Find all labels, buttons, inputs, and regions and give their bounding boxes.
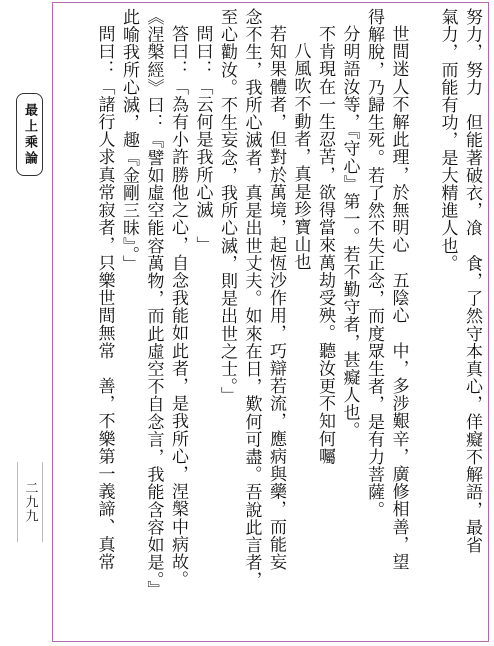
book-title-tab: 最上乘論 <box>16 93 43 176</box>
text-column: 不肯現在一生忍苦，欲得當來萬劫受殃。聽汝更不知何囑 <box>315 25 335 465</box>
text-column: 分明語汝等，『守心』第一。若不勤守者，甚癡人也。 <box>339 25 360 439</box>
spacer <box>411 8 436 638</box>
document-body <box>58 8 484 638</box>
text-column: 世間迷人不解此理，於無明心 五陰心 中，多涉艱辛，廣修相善，望 <box>388 25 409 571</box>
text-column: 氣力，而能有功，是大精進人也。 <box>437 8 458 272</box>
text-column: 問曰：「諸行人求真常寂者，只樂世間無常 善，不樂第一義諦、真常 <box>94 25 115 571</box>
text-column: 問曰：「云何是我所心滅 」 <box>192 25 213 254</box>
page-number: 二九九 <box>17 462 43 542</box>
text-column: 得解脫，乃歸生死。若了然不失正念，而度眾生者，是有力菩薩。 <box>364 8 384 519</box>
text-column: 努力，努力 但能著破衣，飡 食，了然守本真心，佯癡不解語，最省 <box>462 8 482 554</box>
text-column: 念不生，我所心滅者，真是出世丈夫。如來在日，歎何可盡。吾說此言者， <box>241 8 262 589</box>
text-column: 此喻我所心滅，趣『金剛三昧』。」 <box>119 8 139 273</box>
text-column: 《涅槃經》曰：『譬如虛空能容萬物，而此虛空不自念言，我能含容如是。』 <box>143 8 164 598</box>
text-column: 若知果體者，但對於萬境，起恆沙作用，巧辯若流，應病與藥，而能妄 <box>266 25 286 571</box>
text-column: 答曰：「為有小許勝他之心，自念我能如此者，是我所心，涅槃中病故。 <box>168 25 188 589</box>
text-column: 至心勸汝。不生妄念，我所心滅，則是出世之士。」 <box>217 8 237 405</box>
text-column: 八風吹不動者，真是珍寶山也 <box>290 42 311 271</box>
